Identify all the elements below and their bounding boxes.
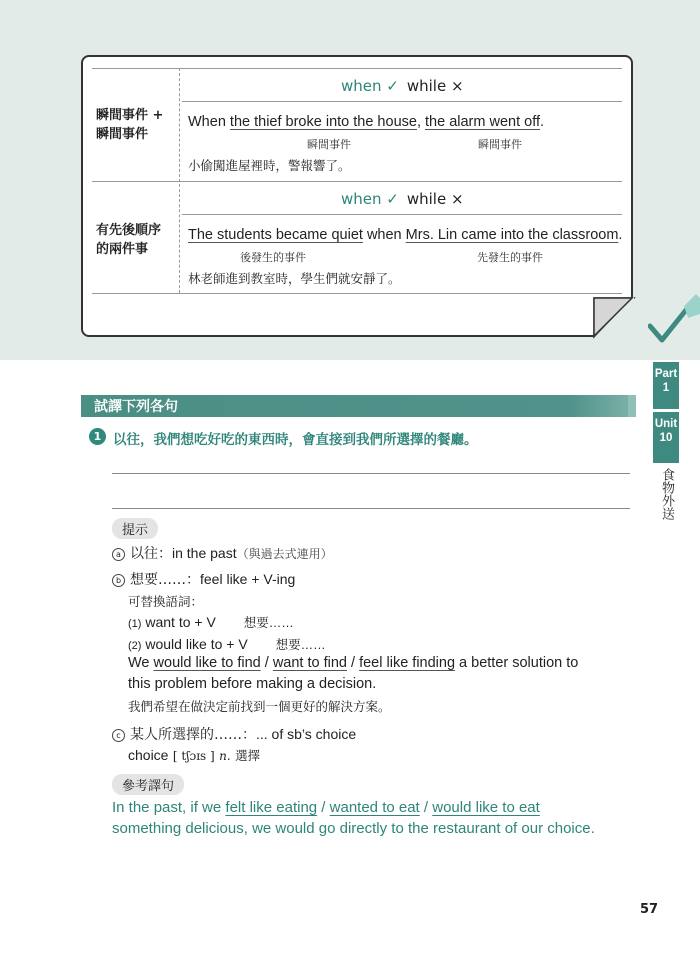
hint-b-alt-label: 可替換語詞： [128, 594, 204, 609]
row1-note1: 瞬間事件 [307, 138, 351, 151]
row1-note2: 瞬間事件 [478, 138, 522, 151]
row2-example-sentence [188, 227, 622, 243]
hint-c-marker: c [112, 729, 125, 742]
row1-label-line2: 瞬間事件 [96, 127, 149, 142]
underlined-clause: the thief broke into the house [229, 114, 417, 130]
hint-b-example-line1 [128, 655, 578, 671]
answer-line-1 [112, 473, 630, 474]
hint-a [112, 543, 333, 563]
sentence-text: when [362, 227, 406, 243]
reference-underlined: felt like eating [225, 799, 318, 816]
underlined-clause: Mrs. Lin came into the classroom [405, 227, 619, 243]
vocab-pos: n. [219, 749, 231, 763]
example-slash: / [347, 655, 360, 671]
example-underlined: feel like finding [359, 655, 456, 671]
alt1-en: want to + V [145, 614, 216, 630]
row2-note2: 先發生的事件 [477, 251, 543, 264]
alt1-zh: 想要…… [243, 616, 294, 630]
reference-slash: / [317, 799, 330, 816]
alt2-number: 2 [131, 640, 138, 652]
reference-underlined: wanted to eat [329, 799, 420, 816]
hint-label: 提示 [112, 518, 158, 539]
row1-label-line1: 瞬間事件 + [96, 108, 164, 123]
question-text: 以往，我們想吃好吃的東西時，會直接到我們所選擇的餐廳。 [113, 432, 478, 448]
row2-label-line2: 的兩件事 [96, 242, 149, 257]
underlined-clause: The students became quiet [188, 227, 363, 243]
hint-b [112, 569, 295, 589]
vocab-meaning: 選擇 [235, 748, 261, 763]
row1-header-rule [182, 101, 622, 102]
hint-b-alt1: (1) want to + V 想要…… [128, 614, 294, 630]
hint-a-zh: 以往： [130, 546, 172, 562]
check-pencil-icon [648, 292, 700, 354]
answer-line-2 [112, 508, 630, 509]
hint-b-alt2: (2) would like to + V 想要…… [128, 636, 326, 652]
example-slash: / [260, 655, 273, 671]
row2-label-line1: 有先後順序 [96, 223, 162, 238]
sentence-text: . [618, 227, 623, 243]
folded-corner-icon [592, 296, 636, 340]
unit-label: Unit [654, 418, 678, 430]
reference-line2: something delicious, we would go directly to the restaurant of our choice. [112, 820, 595, 837]
reference-line1 [112, 799, 540, 816]
example-underlined: want to find [272, 655, 347, 671]
row1-translation: 小偷闖進屋裡時，警報響了。 [188, 158, 351, 173]
sentence-text: , [416, 114, 426, 130]
card-bottom-rule [92, 293, 622, 294]
hint-b-marker: b [112, 574, 125, 587]
row2-header-rule [182, 214, 622, 215]
alt2-zh: 想要…… [275, 638, 326, 652]
example-underlined: would like to find [153, 655, 261, 671]
alt2-en: would like to + V [145, 636, 248, 652]
card-top-rule [92, 68, 622, 69]
reference-label: 參考譯句 [112, 774, 184, 795]
hint-b-example-zh: 我們希望在做決定前找到一個更好的解決方案。 [128, 699, 391, 714]
unit-topic: 食物外送 [659, 468, 674, 520]
page-number: 57 [640, 902, 659, 917]
section-bar-edge [628, 395, 636, 417]
hint-b-en: feel like + V-ing [200, 571, 296, 587]
hint-a-en: in the past [172, 545, 237, 561]
part-tab [653, 362, 679, 409]
hint-c-vocab [128, 746, 260, 764]
reference-slash: / [419, 799, 433, 816]
row1-example-sentence [188, 114, 544, 130]
section-title: 試譯下列各句 [94, 399, 178, 415]
vocab-word: choice [128, 747, 169, 763]
sentence-text: When [188, 114, 230, 130]
row2-note1: 後發生的事件 [240, 251, 306, 264]
hint-a-marker: a [112, 548, 125, 561]
row2-label [96, 221, 161, 259]
alt1-number: 1 [131, 618, 138, 630]
unit-tab [653, 412, 679, 463]
hint-a-note: （與過去式連用） [236, 547, 333, 561]
row2-translation: 林老師進到教室時，學生們就安靜了。 [188, 271, 401, 286]
part-label: Part [654, 368, 678, 380]
hint-c-zh: 某人所選擇的……： [130, 727, 256, 743]
example-text: We [128, 655, 154, 671]
when-correct: when ✓ [341, 77, 399, 95]
while-wrong: while × [406, 190, 464, 208]
row2-when-while [341, 190, 464, 208]
question-number-badge: 1 [89, 428, 106, 445]
reference-text: In the past, if we [112, 799, 226, 816]
card-middle-rule [92, 181, 622, 182]
vocab-phonetic: [ tʃɔɪs ] [172, 749, 215, 763]
hint-b-example-line2: this problem before making a decision. [128, 676, 377, 692]
hint-b-zh: 想要……： [130, 572, 200, 588]
reference-underlined: would like to eat [432, 799, 540, 816]
unit-number: 10 [659, 432, 673, 444]
hint-c-en: ... of sb’s choice [256, 726, 357, 742]
while-wrong: while × [406, 77, 464, 95]
section-header-bar [81, 395, 636, 417]
sentence-text: . [540, 114, 545, 130]
row1-when-while [341, 77, 464, 95]
row1-label [96, 106, 163, 144]
wave-divider [0, 348, 700, 372]
example-text: a better solution to [455, 655, 579, 671]
hint-c [112, 724, 356, 744]
underlined-clause: the alarm went off [425, 114, 541, 130]
part-number: 1 [662, 382, 670, 394]
when-correct: when ✓ [341, 190, 399, 208]
